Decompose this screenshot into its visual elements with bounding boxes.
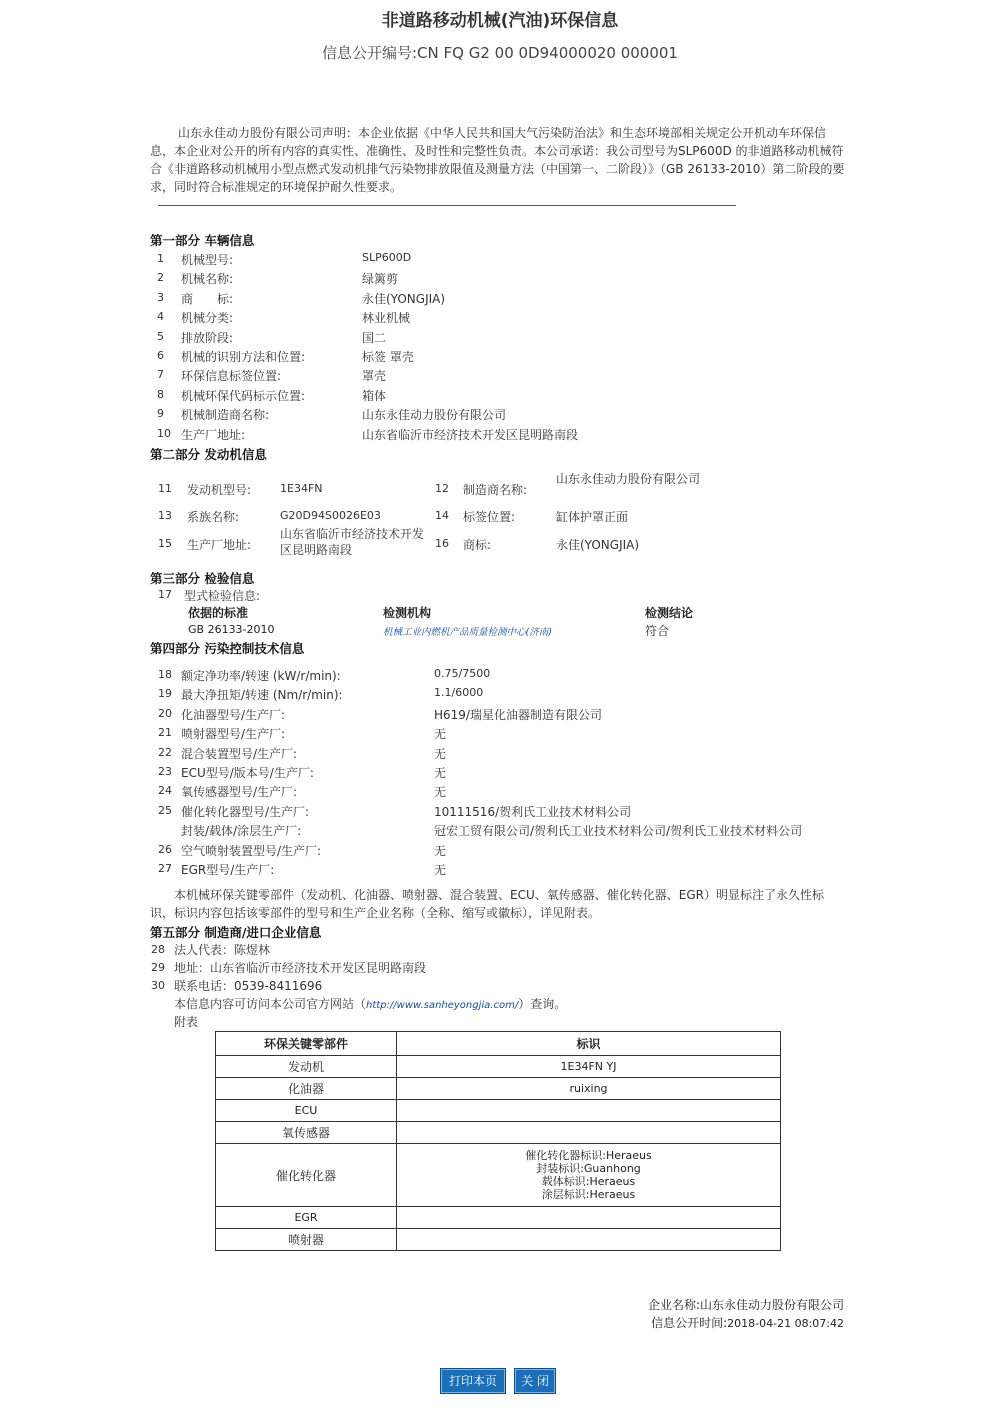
company-name: 企业名称:山东永佳动力股份有限公司 — [647, 1298, 844, 1312]
row-number: 3 — [157, 290, 164, 304]
table-row — [216, 1207, 781, 1229]
field-label: 催化转化器型号/生产厂: — [181, 804, 310, 819]
row-number: 12 — [435, 482, 449, 495]
field-label: 化油器型号/生产厂: — [181, 707, 286, 722]
result-header: 检测结论 — [645, 606, 694, 620]
field-label: 商 标: — [181, 291, 234, 306]
row-number: 4 — [157, 310, 164, 324]
field-value: 山东永佳动力股份有限公司 — [362, 408, 507, 423]
row-number: 27 — [158, 862, 172, 875]
attachment-label: 附表 — [174, 1015, 199, 1029]
row-number: 2 — [157, 271, 164, 285]
field-label: 最大净扭矩/转速 (Nm/r/min): — [181, 688, 343, 703]
table-header-part: 环保关键零部件 — [216, 1032, 397, 1056]
table-row — [216, 1100, 781, 1122]
row-number: 29 — [151, 961, 165, 974]
table-cell-part: 喷射器 — [216, 1229, 397, 1251]
coating-mark: 涂层标识:Heraeus — [541, 1188, 636, 1201]
field-label: 机械环保代码标示位置: — [181, 388, 306, 403]
field-value: 0.75/7500 — [434, 667, 491, 680]
row-number: 13 — [158, 509, 172, 522]
table-cell-mark — [397, 1207, 781, 1229]
row-number: 30 — [151, 979, 165, 992]
field-value: H619/瑞星化油器制造有限公司 — [434, 707, 602, 722]
table-cell-mark — [397, 1100, 781, 1122]
table-row — [216, 1229, 781, 1251]
website-suffix: ）查询。 — [518, 997, 567, 1011]
field-value: 无 — [434, 746, 447, 761]
table-cell-part: EGR — [216, 1207, 397, 1229]
section-title-manufacturer: 第五部分 制造商/进口企业信息 — [150, 925, 322, 940]
section-title-vehicle: 第一部分 车辆信息 — [150, 233, 255, 248]
table-header-mark: 标识 — [397, 1032, 781, 1056]
row-number: 6 — [157, 349, 164, 362]
field-value: 无 — [434, 727, 447, 742]
factory-address-label: 生产厂地址: — [187, 538, 252, 552]
section-title-inspection: 第三部分 检验信息 — [150, 571, 255, 586]
field-value: 永佳(YONGJIA) — [362, 291, 446, 306]
org-value: 机械工业内燃机产品质量检测中心(济南) — [383, 627, 552, 638]
legal-rep: 法人代表：陈煜林 — [174, 943, 271, 957]
type-inspection-label: 型式检验信息: — [184, 589, 261, 603]
section-title-pollution-control: 第四部分 污染控制技术信息 — [150, 641, 305, 656]
row-number: 20 — [158, 706, 172, 720]
field-label: 空气喷射装置型号/生产厂: — [181, 843, 322, 858]
row-number: 5 — [157, 329, 164, 343]
field-value: 罩壳 — [362, 369, 387, 384]
factory-address-value: 山东省临沂市经济技术开发区昆明路南段 — [280, 527, 425, 557]
field-label: 机械型号: — [181, 253, 234, 267]
field-label: 封装/载体/涂层生产厂: — [181, 824, 302, 839]
field-value: 无 — [434, 766, 447, 780]
family-name-label: 系族名称: — [187, 510, 240, 524]
row-number: 14 — [435, 509, 449, 522]
field-value: 国二 — [362, 330, 387, 345]
row-number: 1 — [157, 252, 164, 265]
field-value: 绿篱剪 — [362, 272, 399, 287]
field-label: 生产厂地址: — [181, 427, 246, 442]
result-value: 符合 — [645, 624, 670, 638]
table-row — [216, 1122, 781, 1144]
field-label: 混合装置型号/生产厂: — [181, 746, 298, 761]
row-number: 15 — [158, 537, 172, 550]
label-position-value: 缸体护罩正面 — [556, 510, 629, 524]
label-position-label: 标签位置: — [463, 510, 516, 524]
row-number: 7 — [157, 368, 164, 382]
manufacturer-label: 制造商名称: — [463, 483, 528, 497]
row-number: 17 — [158, 588, 172, 601]
row-number: 10 — [157, 426, 171, 440]
field-label: 排放阶段: — [181, 330, 234, 345]
field-value: 10111516/贺利氏工业技术材料公司 — [434, 804, 632, 819]
package-mark: 封装标识:Guanhong — [536, 1162, 641, 1175]
row-number: 28 — [151, 943, 165, 956]
row-number: 8 — [157, 387, 164, 401]
field-value: 标签 罩壳 — [362, 350, 414, 364]
standard-header: 依据的标准 — [188, 606, 249, 620]
field-label: 额定净功率/转速 (kW/r/min): — [181, 669, 341, 683]
field-label: 机械分类: — [181, 311, 234, 326]
publish-time-value: 2018-04-21 08:07:42 — [727, 1317, 844, 1330]
standard-value: GB 26133-2010 — [188, 623, 275, 636]
substrate-mark: 载体标识:Heraeus — [541, 1175, 636, 1188]
brand-value: 永佳(YONGJIA) — [556, 538, 640, 552]
field-label: 喷射器型号/生产厂: — [181, 727, 286, 742]
table-row — [216, 1056, 781, 1078]
engine-model-label: 发动机型号: — [187, 483, 252, 497]
website-link[interactable]: http://www.sanheyongjia.com/ — [366, 1000, 519, 1011]
key-parts-note: 本机械环保关键零部件（发动机、化油器、喷射器、混合装置、ECU、氧传感器、催化转化器、EGR）明显标注了永久性标识，标识内容包括该零部件的型号和生产企业名称（全称、缩写或徽标），详见附表。 — [150, 888, 824, 920]
row-number: 18 — [158, 668, 172, 681]
field-label: ECU型号/版本号/生产厂: — [181, 766, 314, 780]
publish-time — [651, 1314, 844, 1331]
table-cell-part: ECU — [216, 1100, 397, 1122]
info-code: 信息公开编号:CN FQ G2 00 0D94000020 000001 — [322, 44, 678, 62]
row-number: 21 — [158, 726, 172, 740]
row-number: 19 — [158, 687, 172, 701]
field-value: 1.1/6000 — [434, 686, 484, 700]
table-cell-part: 催化转化器 — [216, 1144, 397, 1207]
row-number: 25 — [158, 803, 172, 817]
field-value: 山东省临沂市经济技术开发区昆明路南段 — [362, 427, 579, 442]
website-line — [174, 995, 566, 1012]
field-label: 机械名称: — [181, 272, 234, 287]
company-address: 地址：山东省临沂市经济技术开发区昆明路南段 — [174, 961, 427, 975]
page-title: 非道路移动机械(汽油)环保信息 — [381, 11, 619, 31]
manufacturer-value: 山东永佳动力股份有限公司 — [556, 472, 701, 486]
table-cell-part: 发动机 — [216, 1056, 397, 1078]
field-value: 无 — [434, 863, 447, 877]
field-value: SLP600D — [362, 251, 412, 264]
table-cell-part: 化油器 — [216, 1078, 397, 1100]
website-prefix: 本信息内容可访问本公司官方网站（ — [174, 997, 367, 1011]
table-cell-mark: ruixing — [397, 1078, 781, 1100]
table-cell-mark: 1E34FN YJ — [397, 1056, 781, 1078]
close-button[interactable]: 关 闭 — [514, 1368, 556, 1394]
row-number: 23 — [158, 765, 172, 778]
key-parts-table — [215, 1031, 781, 1251]
field-label: 机械制造商名称: — [181, 408, 270, 423]
field-value: 箱体 — [362, 388, 387, 403]
row-number: 9 — [157, 407, 164, 421]
field-value: 无 — [434, 785, 447, 800]
org-header: 检测机构 — [383, 606, 432, 620]
field-value: 林业机械 — [362, 311, 411, 326]
field-value: 冠宏工贸有限公司/贺利氏工业技术材料公司/贺利氏工业技术材料公司 — [434, 824, 803, 839]
row-number: 16 — [435, 537, 449, 550]
table-cell-mark — [397, 1144, 781, 1207]
table-row — [216, 1144, 781, 1207]
divider — [158, 205, 736, 206]
family-name-value: G20D94S0026E03 — [280, 509, 381, 522]
section-title-engine: 第二部分 发动机信息 — [150, 447, 267, 462]
field-label: 环保信息标签位置: — [181, 369, 282, 384]
brand-label: 商标: — [463, 538, 492, 552]
print-button[interactable]: 打印本页 — [440, 1368, 506, 1394]
contact-phone: 联系电话：0539-8411696 — [174, 979, 323, 993]
row-number: 11 — [158, 482, 172, 495]
row-number: 24 — [158, 784, 172, 798]
field-label: EGR型号/生产厂: — [181, 863, 275, 877]
catalyst-mark: 催化转化器标识:Heraeus — [525, 1149, 652, 1162]
table-cell-mark — [397, 1229, 781, 1251]
engine-model-value: 1E34FN — [280, 482, 323, 495]
field-value: 无 — [434, 843, 447, 858]
table-cell-mark — [397, 1122, 781, 1144]
table-cell-part: 氧传感器 — [216, 1122, 397, 1144]
row-number: 22 — [158, 745, 172, 759]
field-label: 氧传感器型号/生产厂: — [181, 785, 298, 800]
table-row — [216, 1078, 781, 1100]
publish-time-label: 信息公开时间: — [651, 1316, 728, 1330]
row-number: 26 — [158, 842, 172, 856]
field-label: 机械的识别方法和位置: — [181, 350, 306, 364]
declaration-text: 山东永佳动力股份有限公司声明：本企业依据《中华人民共和国大气污染防治法》和生态环境部相关规定公开机动车环保信息，本企业对公开的所有内容的真实性、准确性、及时性和完整性负责。本公司承诺：我公司型号为SLP600D 的非道路移动机械符合《非道路移动机械用小型点燃式发动机排气污染物排放限值及测量方法（中国第一、二阶段）》（GB 26133-2010）第二阶段的要求，同时符合标准规定的环境保护耐久性要求。 — [150, 126, 845, 194]
